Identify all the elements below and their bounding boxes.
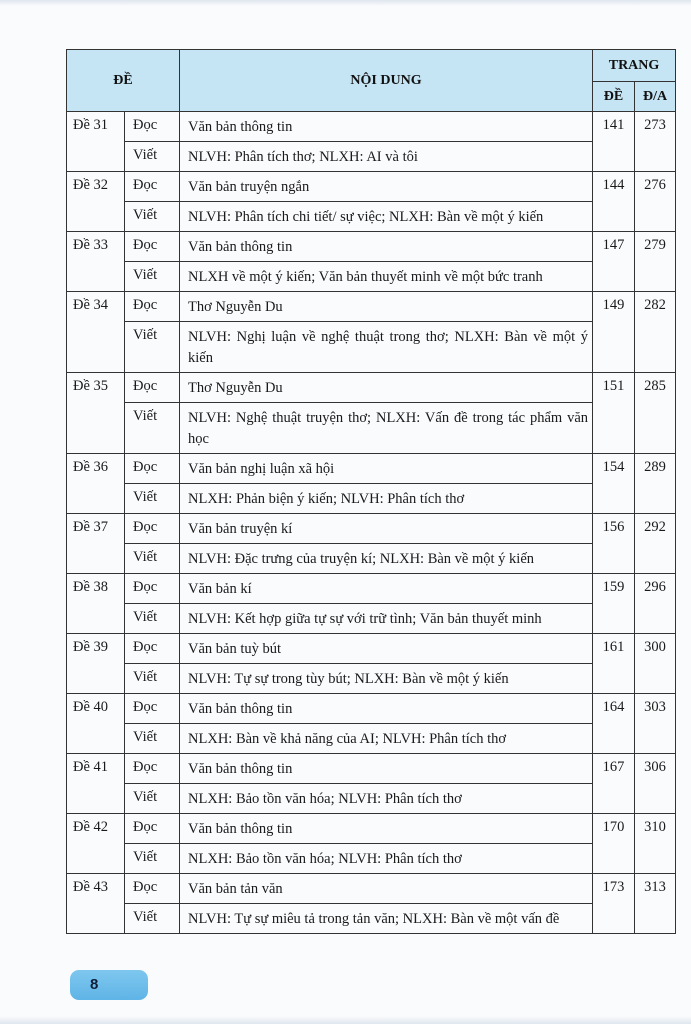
page-exam: 164 <box>593 694 635 754</box>
table-row <box>67 142 676 172</box>
reading-content: Văn bản nghị luận xã hội <box>180 454 593 484</box>
writing-content: NLXH: Bàn về khả năng của AI; NLVH: Phân tích thơ <box>180 724 593 754</box>
writing-label: Viết <box>125 262 180 292</box>
writing-label: Viết <box>125 664 180 694</box>
table-row <box>67 904 676 934</box>
writing-content: NLVH: Đặc trưng của truyện kí; NLXH: Bàn về một ý kiến <box>180 544 593 574</box>
exam-number: Đề 40 <box>67 694 125 754</box>
exam-number: Đề 39 <box>67 634 125 694</box>
reading-content: Thơ Nguyễn Du <box>180 292 593 322</box>
page-answer: 276 <box>635 172 676 232</box>
page-exam: 149 <box>593 292 635 373</box>
table-row <box>67 454 676 484</box>
table-row <box>67 574 676 604</box>
header-trang: TRANG <box>593 50 676 82</box>
table-row <box>67 814 676 844</box>
writing-label: Viết <box>125 604 180 634</box>
reading-label: Đọc <box>125 874 180 904</box>
exam-number: Đề 35 <box>67 373 125 454</box>
writing-content: NLVH: Tự sự miêu tả trong tản văn; NLXH: Bàn về một vấn đề <box>180 904 593 934</box>
table-row <box>67 844 676 874</box>
reading-content: Văn bản thông tin <box>180 754 593 784</box>
page-number: 8 <box>90 976 99 993</box>
writing-content: NLVH: Nghị luận về nghệ thuật trong thơ; NLXH: Bàn về một ý kiến <box>180 322 593 373</box>
table-row <box>67 172 676 202</box>
writing-label: Viết <box>125 484 180 514</box>
header-de: ĐỀ <box>67 50 180 112</box>
header-content: NỘI DUNG <box>180 50 593 112</box>
writing-content: NLVH: Phân tích thơ; NLXH: AI và tôi <box>180 142 593 172</box>
writing-content: NLVH: Kết hợp giữa tự sự với trữ tình; Văn bản thuyết minh <box>180 604 593 634</box>
page-exam: 167 <box>593 754 635 814</box>
table-row <box>67 724 676 754</box>
reading-content: Văn bản truyện kí <box>180 514 593 544</box>
page-exam: 156 <box>593 514 635 574</box>
reading-content: Văn bản thông tin <box>180 694 593 724</box>
page-answer: 296 <box>635 574 676 634</box>
exam-number: Đề 33 <box>67 232 125 292</box>
writing-content: NLXH: Bảo tồn văn hóa; NLVH: Phân tích thơ <box>180 784 593 814</box>
page-exam: 147 <box>593 232 635 292</box>
exam-number: Đề 34 <box>67 292 125 373</box>
writing-content: NLXH về một ý kiến; Văn bản thuyết minh về một bức tranh <box>180 262 593 292</box>
writing-label: Viết <box>125 904 180 934</box>
table-row <box>67 514 676 544</box>
page-answer: 306 <box>635 754 676 814</box>
header-page-da: Đ/A <box>635 82 676 112</box>
reading-label: Đọc <box>125 814 180 844</box>
reading-content: Văn bản kí <box>180 574 593 604</box>
reading-label: Đọc <box>125 694 180 724</box>
table-of-contents <box>66 49 676 934</box>
page-answer: 310 <box>635 814 676 874</box>
reading-label: Đọc <box>125 574 180 604</box>
writing-content: NLXH: Bảo tồn văn hóa; NLVH: Phân tích thơ <box>180 844 593 874</box>
exam-number: Đề 31 <box>67 112 125 172</box>
exam-number: Đề 37 <box>67 514 125 574</box>
page-exam: 159 <box>593 574 635 634</box>
page-answer: 285 <box>635 373 676 454</box>
exam-number: Đề 43 <box>67 874 125 934</box>
header-page-de: ĐỀ <box>593 82 635 112</box>
page-answer: 273 <box>635 112 676 172</box>
writing-label: Viết <box>125 202 180 232</box>
writing-label: Viết <box>125 784 180 814</box>
page-exam: 154 <box>593 454 635 514</box>
exam-number: Đề 32 <box>67 172 125 232</box>
writing-label: Viết <box>125 403 180 454</box>
table-row <box>67 604 676 634</box>
reading-label: Đọc <box>125 454 180 484</box>
table-row <box>67 664 676 694</box>
table-row <box>67 634 676 664</box>
writing-label: Viết <box>125 724 180 754</box>
table-row <box>67 232 676 262</box>
page-exam: 161 <box>593 634 635 694</box>
reading-label: Đọc <box>125 112 180 142</box>
table-row <box>67 112 676 142</box>
page-number-badge <box>70 970 148 1000</box>
table-row <box>67 754 676 784</box>
exam-number: Đề 38 <box>67 574 125 634</box>
table-row <box>67 292 676 322</box>
table-row <box>67 373 676 403</box>
reading-content: Văn bản thông tin <box>180 232 593 262</box>
page-exam: 144 <box>593 172 635 232</box>
reading-label: Đọc <box>125 292 180 322</box>
reading-content: Văn bản thông tin <box>180 112 593 142</box>
writing-label: Viết <box>125 544 180 574</box>
reading-label: Đọc <box>125 172 180 202</box>
reading-label: Đọc <box>125 373 180 403</box>
exam-number: Đề 36 <box>67 454 125 514</box>
writing-content: NLXH: Phản biện ý kiến; NLVH: Phân tích thơ <box>180 484 593 514</box>
reading-content: Văn bản tuỳ bút <box>180 634 593 664</box>
exam-number: Đề 41 <box>67 754 125 814</box>
table-row <box>67 202 676 232</box>
writing-content: NLVH: Phân tích chi tiết/ sự việc; NLXH: Bàn về một ý kiến <box>180 202 593 232</box>
writing-label: Viết <box>125 142 180 172</box>
writing-label: Viết <box>125 322 180 373</box>
page-exam: 170 <box>593 814 635 874</box>
table-body <box>67 112 676 934</box>
table-row <box>67 544 676 574</box>
reading-label: Đọc <box>125 754 180 784</box>
page-exam: 173 <box>593 874 635 934</box>
table-row <box>67 784 676 814</box>
page-exam: 151 <box>593 373 635 454</box>
reading-content: Văn bản truyện ngắn <box>180 172 593 202</box>
reading-content: Văn bản tản văn <box>180 874 593 904</box>
page-answer: 282 <box>635 292 676 373</box>
exam-number: Đề 42 <box>67 814 125 874</box>
reading-label: Đọc <box>125 232 180 262</box>
writing-content: NLVH: Nghệ thuật truyện thơ; NLXH: Vấn đề trong tác phẩm văn học <box>180 403 593 454</box>
reading-label: Đọc <box>125 514 180 544</box>
reading-content: Thơ Nguyễn Du <box>180 373 593 403</box>
page-answer: 313 <box>635 874 676 934</box>
page-answer: 279 <box>635 232 676 292</box>
page-answer: 300 <box>635 634 676 694</box>
table-row <box>67 403 676 454</box>
table-row <box>67 874 676 904</box>
table-row <box>67 484 676 514</box>
writing-label: Viết <box>125 844 180 874</box>
table-row <box>67 694 676 724</box>
page-exam: 141 <box>593 112 635 172</box>
writing-content: NLVH: Tự sự trong tùy bút; NLXH: Bàn về một ý kiến <box>180 664 593 694</box>
reading-label: Đọc <box>125 634 180 664</box>
table-row <box>67 322 676 373</box>
page-edge <box>0 0 691 6</box>
page-answer: 292 <box>635 514 676 574</box>
page-answer: 289 <box>635 454 676 514</box>
page-answer: 303 <box>635 694 676 754</box>
page-edge <box>0 1016 691 1024</box>
table-row <box>67 262 676 292</box>
reading-content: Văn bản thông tin <box>180 814 593 844</box>
